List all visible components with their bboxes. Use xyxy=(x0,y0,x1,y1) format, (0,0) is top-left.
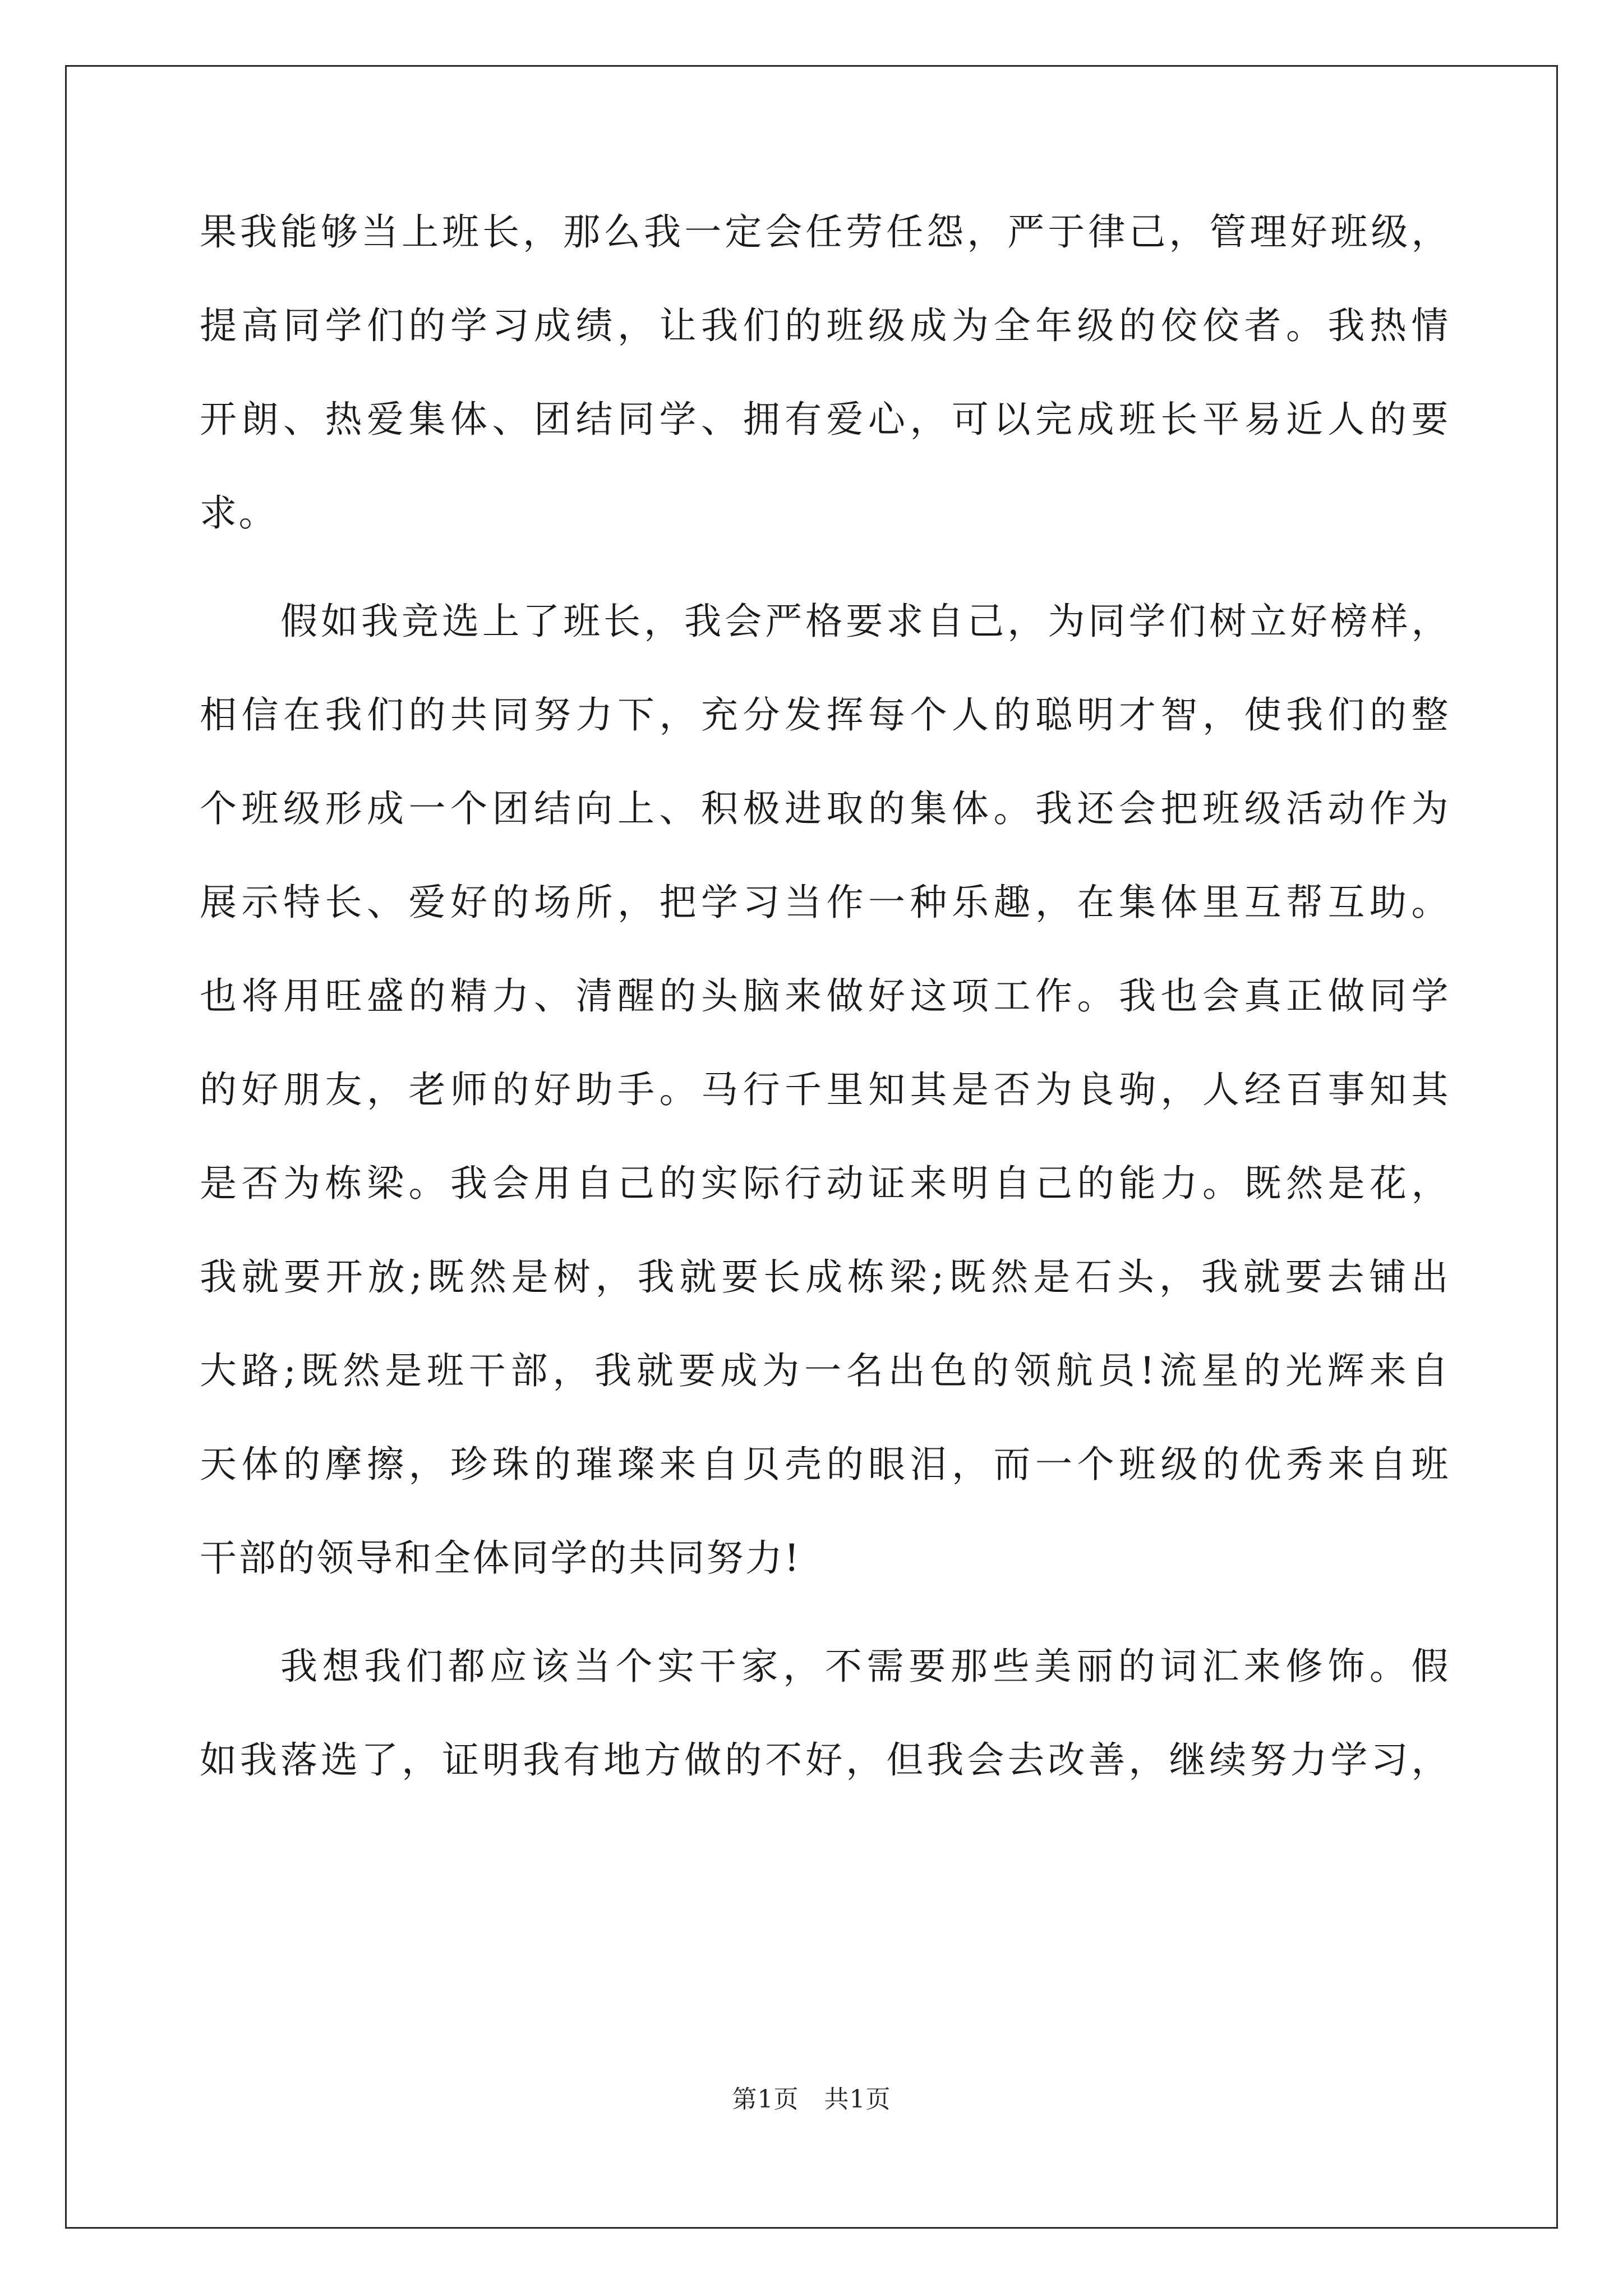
text-line: 我就要开放;既然是树，我就要长成栋梁;既然是石头，我就要去铺出 xyxy=(200,1255,1450,1299)
text-line: 我想我们都应该当个实干家，不需要那些美丽的词汇来修饰。假 xyxy=(280,1645,1450,1688)
text-line: 个班级形成一个团结向上、积极进取的集体。我还会把班级活动作为 xyxy=(200,787,1450,830)
paragraph-gap xyxy=(200,560,1450,574)
text-line: 开朗、热爱集体、团结同学、拥有爱心，可以完成班长平易近人的要 xyxy=(200,398,1450,441)
text-line: 是否为栋梁。我会用自己的实际行动证来明自己的能力。既然是花， xyxy=(200,1162,1450,1205)
text-line: 如我落选了，证明我有地方做的不好，但我会去改善，继续努力学习， xyxy=(200,1738,1450,1782)
text-line: 大路;既然是班干部，我就要成为一名出色的领航员!流星的光辉来自 xyxy=(200,1349,1450,1392)
text-line: 干部的领导和全体同学的共同努力! xyxy=(200,1536,801,1580)
text-line: 果我能够当上班长，那么我一定会任劳任怨，严于律己，管理好班级， xyxy=(200,210,1450,254)
text-line: 天体的摩擦，珍珠的璀璨来自贝壳的眼泪，而一个班级的优秀来自班 xyxy=(200,1443,1450,1486)
text-line: 提高同学们的学习成绩，让我们的班级成为全年级的佼佼者。我热情 xyxy=(200,304,1450,347)
text-line: 也将用旺盛的精力、清醒的头脑来做好这项工作。我也会真正做同学 xyxy=(200,974,1450,1018)
page-number-footer: 第1页 共1页 xyxy=(732,2085,891,2114)
paragraph-gap xyxy=(200,1605,1450,1619)
text-line: 的好朋友，老师的好助手。马行千里知其是否为良驹，人经百事知其 xyxy=(200,1068,1450,1111)
text-line: 展示特长、爱好的场所，把学习当作一种乐趣，在集体里互帮互助。 xyxy=(200,881,1450,924)
text-line: 求。 xyxy=(200,491,278,535)
document-body xyxy=(200,185,1450,1807)
text-line: 相信在我们的共同努力下，充分发挥每个人的聪明才智，使我们的整 xyxy=(200,693,1450,737)
text-line: 假如我竞选上了班长，我会严格要求自己，为同学们树立好榜样， xyxy=(280,600,1450,643)
